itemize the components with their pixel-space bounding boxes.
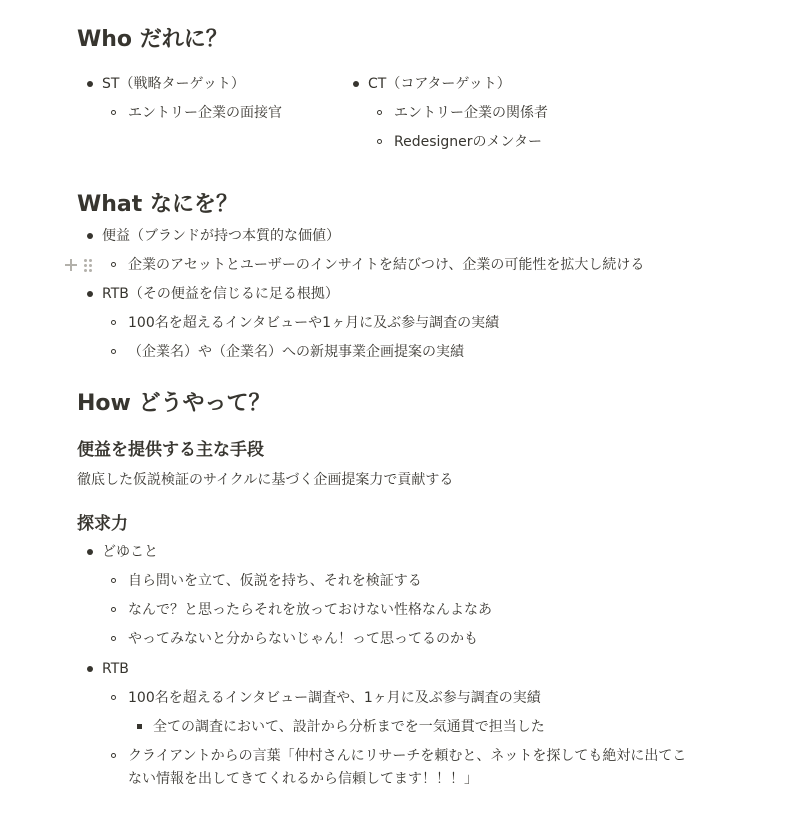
what-rtb-item-1: 100名を超えるインタビューや1ヶ月に及ぶ参与調査の実績 (128, 315, 500, 331)
st-item-1: エントリー企業の面接官 (128, 105, 282, 121)
bullet-circle (111, 320, 116, 325)
how-rtb-item-1: 100名を超えるインタビュー調査や、1ヶ月に及ぶ参与調査の実績 (128, 690, 541, 706)
bullet-circle (111, 578, 116, 583)
add-block-icon[interactable] (64, 258, 78, 272)
ability-heading: 探求力 (77, 514, 128, 534)
bullet-circle (111, 636, 116, 641)
how-rtb-label: RTB (102, 661, 129, 677)
who-heading: Who だれに？ (77, 27, 228, 52)
bullet-circle (377, 139, 382, 144)
means-heading: 便益を提供する主な手段 (77, 440, 264, 460)
ct-item-1: エントリー企業の関係者 (394, 105, 548, 121)
benefit-item-1: 企業のアセットとユーザーのインサイトを結びつけ、企業の可能性を拡大し続ける (128, 257, 645, 273)
bullet-square (137, 724, 142, 729)
doyukoto-item-1: 自ら問いを立て、仮説を持ち、それを検証する (128, 573, 422, 589)
benefit-label: 便益（ブランドが持つ本質的な価値） (102, 228, 340, 244)
how-rtb-item-2-line-2: ない情報を出してきてくれるから信頼してます！！！」 (128, 771, 478, 787)
bullet-circle (111, 753, 116, 758)
bullet-circle (111, 607, 116, 612)
st-label: ST（戦略ターゲット） (102, 76, 245, 92)
doyukoto-item-2: なんで？と思ったらそれを放っておけない性格なんよなあ (128, 602, 492, 618)
doyukoto-item-3: やってみないと分からないじゃん！って思ってるのかも (128, 631, 478, 647)
how-rtb-item-1-sub: 全ての調査において、設計から分析までを一気通貫で担当した (153, 719, 545, 735)
bullet-disc (87, 666, 93, 672)
bullet-circle (377, 110, 382, 115)
what-rtb-label: RTB（その便益を信じるに足る根拠） (102, 286, 339, 302)
what-rtb-item-2: （企業名）や（企業名）への新規事業企画提案の実績 (128, 344, 464, 360)
bullet-disc (87, 291, 93, 297)
bullet-circle (111, 349, 116, 354)
doyukoto-label: どゆこと (102, 544, 158, 560)
bullet-disc (87, 81, 93, 87)
bullet-circle (111, 110, 116, 115)
bullet-circle (111, 695, 116, 700)
how-heading: How どうやって？ (77, 391, 271, 416)
bullet-disc (353, 81, 359, 87)
what-heading: What なにを？ (77, 192, 238, 217)
drag-handle-icon[interactable] (84, 258, 94, 272)
means-text: 徹底した仮説検証のサイクルに基づく企画提案力で貢献する (77, 472, 454, 488)
how-rtb-item-2-line-1: クライアントからの言葉「仲村さんにリサーチを頼むと、ネットを探しても絶対に出てこ (128, 748, 687, 764)
ct-label: CT（コアターゲット） (368, 76, 511, 92)
bullet-circle (111, 262, 116, 267)
ct-item-2: Redesignerのメンター (394, 134, 542, 150)
bullet-disc (87, 549, 93, 555)
bullet-disc (87, 233, 93, 239)
